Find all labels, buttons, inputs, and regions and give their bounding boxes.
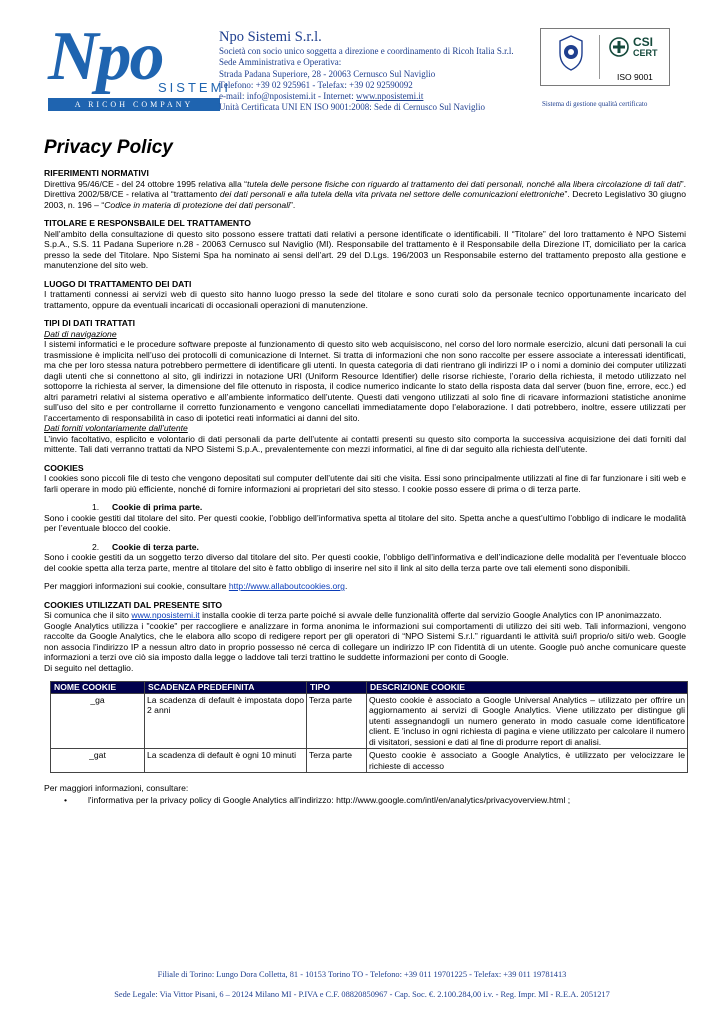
section-title-titolare: TITOLARE E RESPONSBAILE DEL TRATTAMENTO [44, 218, 251, 228]
cert-label: CERT [633, 48, 658, 58]
company-line-4: Telefono: +39 02 925961 - Telefax: +39 02 92590092 [219, 79, 413, 90]
cookie-type-cell: Terza parte [307, 749, 367, 773]
list-number: 2. [92, 541, 100, 552]
certified-unit-line: Unità Certificata UNI EN ISO 9001:2008: Sede di Cernusco Sul Naviglio [219, 102, 485, 113]
logo-npo-text: Npo [48, 18, 163, 95]
company-name: Npo Sistemi S.r.l. [219, 29, 322, 45]
user-data-paragraph: L’invio facoltativo, esplicito e volontario di dati personali da parte dell’utente ai contatti presenti su questo sito comporta la successiva acquisizione dei dati forniti dal mittente. Tali dati verranno trattati da NPO Sistemi S.p.A., prevalentemente con mezzi informatici, al fine di dar seguito alla richiesta dell’utente. [44, 433, 686, 454]
text-span: Si comunica che il sito [44, 610, 132, 620]
website-link[interactable]: www.nposistemi.it [356, 91, 424, 102]
bullet-icon: • [64, 794, 68, 805]
npo-sistemi-logo [48, 18, 232, 110]
header-type: TIPO [307, 682, 367, 694]
logo-tagline: A RICOH COMPANY [48, 98, 220, 111]
csi-cert-icon [609, 37, 629, 57]
header-cookie-name: NOME COOKIE [51, 682, 145, 694]
certification-badge [540, 28, 670, 86]
cookies-table [50, 681, 688, 773]
document-body [44, 136, 686, 805]
cookie-expiry-cell: La scadenza di default è ogni 10 minuti [145, 749, 307, 773]
section-title-site-cookies: COOKIES UTILIZZATI DAL PRESENTE SITO [44, 599, 223, 610]
accredia-seal-icon [558, 35, 584, 71]
section-title-cookies: COOKIES [44, 462, 84, 473]
detail-intro: Di seguito nel dettaglio. [44, 662, 134, 673]
third-party-paragraph: Sono i cookie gestiti da un soggetto terzo diverso dal titolare del sito. Per questi cookie, l’obbligo dell’informativa e dell’indicazione delle modalità per l’eventuale blocco del cookie spetta alla terza parte, mentre al titolare del sito è fatto obbligo di inserire nel sito il link al sito della terza parte ove tali elementi sono disponibili. [44, 552, 686, 573]
more-info-label: Per maggiori informazioni, consultare: [44, 783, 189, 793]
cookie-description-cell: Questo cookie è associato a Google Universal Analytics – utilizzato per offrire un aggiornamento ai servizi di Google Analytics. Viene utilizzato per distingue gli utenti assegnandogli un numero generato in modo casuale come identificatore client. E 'incluso in ogni richiesta di pagina e viene utilizzato per calcolare il numero di visitatori, sessioni e dati al fine di produrre report di analisi. [367, 693, 688, 749]
company-line-3: Strada Padana Superiore, 28 - 20063 Cernusco Sul Naviglio [219, 68, 436, 79]
text-span: ”. [290, 199, 296, 210]
cookie-type-cell: Terza parte [307, 693, 367, 749]
cookies-paragraph: I cookies sono piccoli file di testo che vengono depositati sul computer dell’utente dai siti che visita. Essi sono principalmente utilizzati al fine di far funzionare i siti web e farli operare in modo più efficiente, nonché di fornire informazioni ai proprietari del sito stesso. I cookie posso essere di prima o di terza parte. [44, 473, 686, 494]
footer-branch-line: Filiale di Torino: Lungo Dora Colletta, 81 - 10153 Torino TO - Telefono: +39 011 19701225 - Telefax: +39 011 19781413 [157, 970, 567, 979]
first-party-heading [92, 502, 686, 513]
company-line-1: Società con socio unico soggetta a direzione e coordinamento di Ricoh Italia S.r.l. [219, 46, 514, 56]
list-item [64, 795, 686, 806]
italic-span: tutela delle persone fisiche con riguardo al trattamento dei dati personali, nonché alla libera circolazione di tali dati [247, 178, 681, 189]
section-title-normative: RIFERIMENTI NORMATIVI [44, 168, 149, 178]
table-row [51, 693, 688, 749]
table-row [51, 749, 688, 773]
text-span: installa cookie di terza parte poiché si avvale delle funzionalità offerte dal servizio Google Analytics con IP anonimazzato. [199, 610, 662, 620]
company-info [219, 28, 529, 114]
csi-label: CSI [633, 35, 654, 49]
third-party-heading [92, 542, 686, 553]
subtitle-user-data: Dati forniti volontariamente dall’utente [44, 423, 188, 433]
section-title-luogo: LUOGO DI TRATTAMENTO DEI DATI [44, 278, 192, 289]
header-description: DESCRIZIONE COOKIE [367, 682, 688, 694]
luogo-paragraph: I trattamenti connessi ai servizi web di questo sito hanno luogo presso la sede del titolare e sono curati solo da personale tecnico opportunamente incaricato del trattamento, oppure da eventuali incaricati di occasionali operazioni di manutenzione. [44, 289, 686, 310]
text-span: Direttiva 95/46/CE - del 24 ottobre 1995 relativa alla “ [44, 178, 248, 189]
cert-divider [599, 35, 600, 79]
italic-span: dei dati personali e alla tutela della vita privata nel settore delle comunicazioni elettroniche [219, 189, 565, 199]
titolare-paragraph: Nell’ambito della consultazione di questo sito possono essere trattati dati relativi a persone identificate o identificabili. Il “Titolare” del loro trattamento è NPO Sistemi S.p.A., S.S. 11 Padana Superiore n.28 - 20063 Cernusco sul Naviglio (MI). Responsabile del trattamento è il Responsabile della Direzione IT, domiciliato per la carica presso la sede del Titolare. Npo Sistemi Spa ha nominato ai sensi dell’art. 29 del D.Lgs. 196/2003 un Responsabile esterno del trattamento preposto alla gestione e manutenzione del sito web. [44, 228, 686, 270]
email-text: e-mail: info@nposistemi.it - Internet: [219, 91, 357, 102]
site-cookies-intro [44, 610, 686, 621]
text-span: . [344, 581, 348, 591]
bullet-text: l'informativa per la privacy policy di Google Analytics all’indirizzo: http://www.google.com/intl/en/analytics/privacyoverview.html ; [88, 794, 571, 805]
logo-sistemi-text: SISTEMI [158, 80, 232, 95]
cookie-description-cell: Questo cookie è associato a Google Analytics, è utilizzato per velocizzare le richieste di accesso [367, 749, 688, 773]
iso-9001-label: ISO 9001 [617, 72, 653, 82]
list-number: 1. [92, 502, 100, 512]
text-span: ”. Decreto Legislativo 30 giugno 2003, n. 196 – “ [44, 189, 686, 210]
text-span: Per maggiori informazioni sui cookie, consultare [44, 581, 229, 591]
navigation-data-paragraph: I sistemi informatici e le procedure software preposte al funzionamento di questo sito web acquisiscono, nel corso del loro normale esercizio, alcuni dati personali la cui trasmissione è implicita nell’uso dei protocolli di comunicazione di Internet. Si tratta di informazioni che non sono raccolte per essere associate a interessati identificati, ma che per loro stessa natura potrebbero permettere di identificare gli utenti. In questa categoria di dati rientrano gli indirizzi IP o i nomi a dominio dei computer utilizzati dagli utenti che si connettono al sito, gli indirizzi in notazione URI (Uniform Resource Identifier) delle risorse richieste, l’orario della richiesta, il metodo utilizzato nel sottoporre la richiesta al server, la dimensione del file ottenuto in risposta, il codice numerico indicante lo stato della risposta data dal server (buon fine, errore, ecc.) ed altri parametri relativi al sistema operativo e all’ambiente informatico dell’utente. Questi dati vengono utilizzati al solo fine di ricavare informazioni statistiche anonime sull’uso del sito e per controllarne il corretto funzionamento e vengono cancellati immediatamente dopo l’elaborazione. I dati potrebbero, inoltre, essere utilizzati per l’accertamento di responsabilità in caso di ipotetici reati informatici ai danni del sito. [44, 339, 686, 423]
italic-span: Codice in materia di protezione dei dati personali [104, 199, 291, 210]
allaboutcookies-link[interactable]: http://www.allaboutcookies.org [228, 581, 345, 591]
cookie-name-cell: _ga [51, 693, 145, 749]
google-analytics-paragraph: Google Analytics utilizza i "cookie" per raccogliere e analizzare in forma anonima le informazioni sui comportamenti di utilizzo dei siti web. Tali informazioni, vengono raccolte da Google Analytics, che le elabora allo scopo di redigere report per gli operatori di “NPO Sistemi S.r.l.” riguardanti le attività sui/l proprio/o siti/o web. Google non associa l'indirizzo IP a nessun altro dato in proprio possesso né cerca di collegare un indirizzo IP con l'identità di un utente. Google può anche comunicare queste informazioni a terzi ove ciò sia imposto dalla legge o laddove tali terzi trattino le suddette informazioni per conto di Google. [44, 620, 686, 662]
certification-caption: Sistema di gestione qualità certificato [542, 100, 648, 108]
header-expiry: SCADENZA PREDEFINITA [145, 682, 307, 694]
normative-paragraph [44, 179, 686, 211]
first-party-paragraph: Sono i cookie gestiti dal titolare del sito. Per questi cookie, l’obbligo dell’informativa spetta al titolare del sito. Spetta anche a quest’ultimo l’obbligo di indicare le modalità per l’eventuale blocco del cookie. [44, 512, 686, 533]
nposistemi-link[interactable]: www.nposistemi.it [131, 610, 200, 620]
table-header-row [51, 682, 688, 694]
company-line-2: Sede Amministrativa e Operativa: [219, 57, 342, 68]
subtitle-navigation-data: Dati di navigazione [44, 328, 117, 339]
section-title-tipi-dati: TIPI DI DATI TRATTATI [44, 318, 136, 328]
cookie-name-cell: _gat [51, 749, 145, 773]
heading-text: Cookie di terza parte. [112, 541, 199, 552]
text-span: ”. Direttiva 2002/58/CE - relativa al “trattamento [44, 178, 686, 199]
cookie-expiry-cell: La scadenza di default è impostata dopo 2 anni [145, 693, 307, 749]
page-title: Privacy Policy [44, 137, 173, 158]
cookies-more-info [44, 581, 686, 592]
heading-text: Cookie di prima parte. [112, 502, 203, 512]
footer-legal-line: Sede Legale: Via Vittor Pisani, 6 – 20124 Milano MI - P.IVA e C.F. 08820850967 - Cap. Soc. €. 2.100.284,00 i.v. - Reg. Impr. MI - R.E.A. 2051217 [114, 990, 610, 999]
company-contact-line [219, 91, 529, 102]
